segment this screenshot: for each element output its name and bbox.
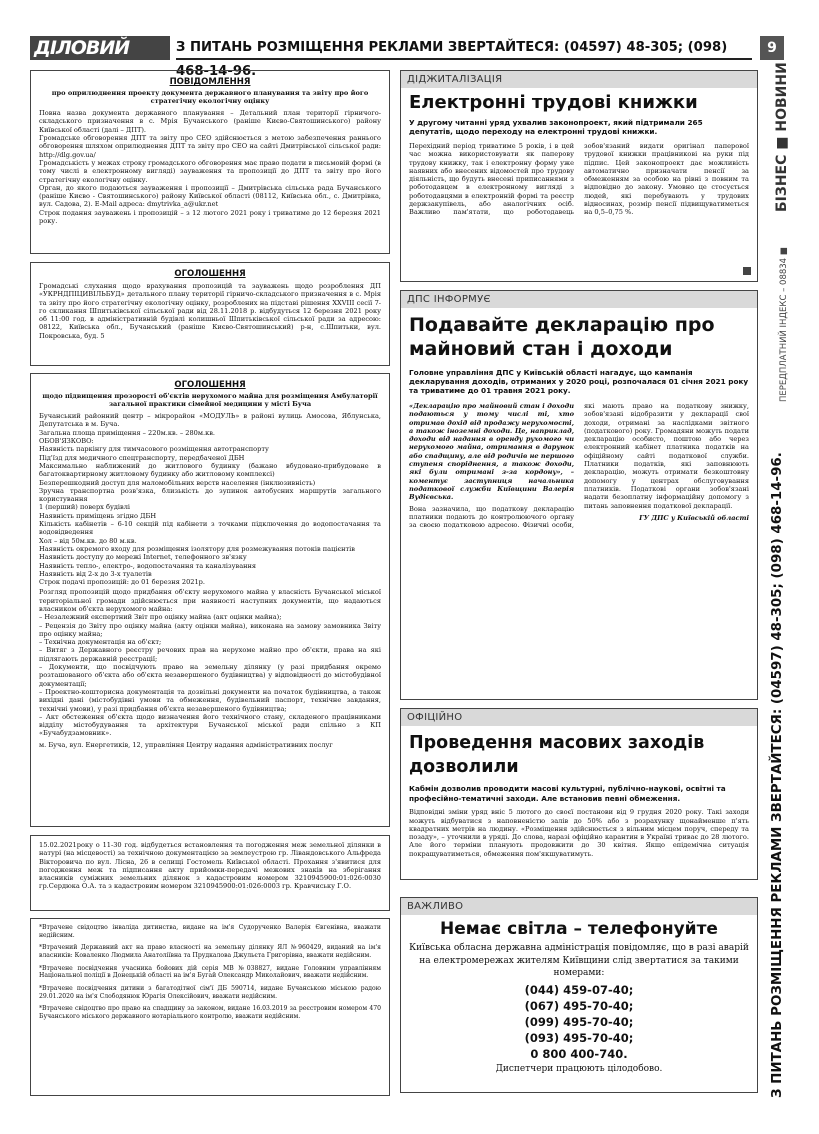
notice-paragraph: Повна назва документа державного планування – Детальний план території гірничого-складського призначення в с. Мрія Бучанського (раніше Києво-Святошинського) району Київської області (далі – ДПТ).	[39, 109, 381, 134]
requirement-line: Наявність доступу до мережі Internet, телефонного зв'язку	[39, 553, 247, 562]
requirement-line: 1 (перший) поверх будівлі	[39, 503, 131, 512]
requirement-line: Наявність тепло-, електро-, водопостачання та каналізування	[39, 561, 257, 570]
footnote: *Втрачене свідоцтво інваліда дитинства, видане на ім'я Судорученко Валерія Євгенівна, вважати недійсним.	[39, 924, 381, 939]
notice-paragraph: Громадськість у межах строку громадського обговорення має право подати в письмовій формі (в тому числі в електронному вигляді) зауваження та пропозиції до ДПТ та звіту про його стратегічну екологічну оцінку.	[39, 158, 381, 184]
article-body: Відповідні зміни уряд вніс 5 лютого до своєї постанови від 9 грудня 2020 року. Такі заходи можуть відбуватися з наповненістю залів до 50% або з розрахунку щонайменше п'ять квадратних метрів на людину. «Розміщення здійснюється з вільним місцем поруч, спереду та позаду», – уточнили в уряді. До слова, наразі офіційно карантин в Україні триває до 28 лютого. Але його терміни планують продовжити до 30 квітня. Якщо епідемічна ситуація покращуватиметься, обмеження пом'якшуватимуть.	[409, 808, 749, 858]
article-paragraph: Вона зазначила, що податкову декларацію платники подають до контролюючого органу за своєю податковою адресою. Фізичні особи, які мають право на податкову знижку, зобов'язані відобразити у декларації свої доходи, отримані за наслідками звітного (податкового) року. Громадяни можуть подати декларацію особисто, поштою або через електронний кабінет платника податків на офіційному сайті податкової служби. Платники податків, які заповнюють декларацію, можуть отримати безкоштовну допомогу у центрах обслуговування платників. Податкові органи зобов'язані надати безоплатну інформаційну допомогу з питань заповнення податкової декларації.	[409, 401, 749, 530]
phone-number: (067) 495-70-40;	[524, 998, 634, 1013]
notice-paragraph: Строк подання зауважень і пропозицій – з 12 лютого 2021 року і триватиме до 12 березня 2021 року.	[39, 208, 381, 226]
phone-list	[409, 982, 749, 1062]
article-title: Електронні трудові книжки	[409, 92, 698, 113]
notice-paragraph: Орган, до якого подаються зауваження і пропозиції – Дмитрівська сільська рада Бучанського (раніше Києво - Святошинського) району Київської області (08112, Київська обл., с. Дмитрівка, вул. Садова, 2). E-Mail адреса: dmytrivka_a@ukr.net	[39, 183, 381, 209]
phone-number: (044) 459-07-40;	[524, 982, 634, 997]
page-number: 9	[760, 36, 784, 60]
article-title: Немає світла – телефонуйте	[440, 919, 718, 939]
notice-hearings	[30, 262, 390, 366]
docs-intro: Розгляд пропозицій щодо придбання об'єкту нерухомого майна у власність Бучанської міської територіальної громади здійснюється при наявності наступних документів, що надаються власником об'єкта нерухомого майна:	[39, 588, 381, 613]
article-digitalization	[400, 70, 758, 282]
notice-title: ОГОЛОШЕННЯ	[174, 269, 246, 279]
notice-subtitle: щодо підвищення прозорості об'єктів нерухомого майна для розміщення Амбулаторії загальної практики сімейної медицини у місті Буча	[42, 392, 378, 408]
article-signature: ГУ ДПС у Київській області	[639, 513, 749, 522]
article-category: ВАЖЛИВО	[401, 898, 757, 915]
article-category: ДІДЖИТАЛІЗАЦІЯ	[401, 71, 757, 88]
requirement-line: Наявність приміщень згідно ДБН	[39, 511, 157, 520]
notice-paragraph: 15.02.2021року о 11-30 год. відбудеться встановлення та погодження меж земельної ділянки в натурі (на місцевості) за технічною документацією за землеустрою гр. Лівандовського Альфреда Вікторовича по вул. Лісна, 26 в селищі Гостомель Київської області. Прохання з'явитися для погодження меж та підписання акту прийомки-передачі межових знаків на зберігання власників суміжних земельних ділянок з кадастровим номером 3210945900:01:026:0030 гр.Сердюка О.А. та з кадастровим номером 3210945900:01:026:0003 гр. Кравчиську Г.О.	[39, 841, 381, 891]
notice-address: м. Буча, вул. Енергетиків, 12, управління Центру надання адміністративних послуг	[39, 740, 333, 749]
notice-title: ПОВІДОМЛЕННЯ	[169, 77, 251, 87]
requirement-line: Строк подачі пропозицій: до 01 березня 2021р.	[39, 578, 205, 587]
requirement-line: Максимально наближений до житлового будинку (бажано вбудовано-прибудоване в багатоквартирному житловому будинку або житловому комплексі)	[39, 461, 381, 479]
notice-title: ОГОЛОШЕННЯ	[174, 380, 246, 390]
article-tax-service	[400, 290, 758, 700]
requirement-line: Наявність від 2-х до 3-х туалетів	[39, 569, 152, 578]
article-body: Перехідний період триватиме 5 років, і в цей час можна використовувати як паперову трудову книжку, так і електронну форму уже наявних або внесених відомостей про трудову діяльність, що будуть внесені приписаннями з роботодавцем в електронному вигляді з роботодавцями в електронній формі та реєстр держзакупівель, або аналогічних осіб. Важливо пам'ятати, що роботодавець зобов'язаний видати оригінал паперової трудової книжки працівникові на руки під підпис. Цей законопроект дає можливість автоматично призначати пенсії за обмеженням за особою на рівні з повним та відповідно до закону. Умовно це стосується людей, які перебувають у трудових відносинах, розмір пенсії підвищуватиметься на 0,5–0,75 %.	[409, 141, 749, 217]
notice-subtitle: про оприлюднення проекту документа державного планування та звіту про його стратегічну екологічну оцінку	[51, 89, 369, 105]
document-line: – Рецензія до Звіту про оцінку майна (акту оцінки майна), виконана на замову замовника Звіту про оцінку майна;	[39, 621, 381, 638]
article-important	[400, 897, 758, 1093]
footnote: *Втрачене посвідчення дитини з багатодітної сім'ї ДБ 590714, видане Бучанською міською радою 29.01.2020 на ім'я Слободянюк Юрагія Олексійович, вважати недійсним.	[39, 985, 381, 1000]
footnote: *Втрачене посвідчення учасника бойових дій серія МВ №038827, видане Головним управлінням Національної поліції в Донецькій області на ім'я Бугай Олександр Миколайович, вважати недійсним.	[39, 964, 381, 980]
header-ad-line: З ПИТАНЬ РОЗМІЩЕННЯ РЕКЛАМИ ЗВЕРТАЙТЕСЯ: (04597) 48-305; (098) 468-14-96.	[176, 36, 752, 60]
requirement-line: Наявність паркінгу для тимчасового розміщення автотранспорту	[39, 445, 269, 454]
phone-number: (093) 495-70-40;	[524, 1030, 634, 1045]
strip-subscription-index: ПЕРЕДПЛАТНИЙ ІНДЕКС – 08834 ■	[779, 247, 789, 402]
document-line: – Акт обстеження об'єкта щодо визначення його технічного стану, складеного працівниками відділу містобудування та архітектури Бучанської міської ради спільно з КП «Бучабудзамовник».	[39, 712, 381, 738]
requirement-line: Наявність окремого входу для розміщення ізолятору для розмежування потоків пацієнтів	[39, 544, 356, 553]
documents-list	[39, 613, 381, 737]
newspaper-logo: ДІЛОВИЙ ТИЖДЕНЬ	[30, 36, 170, 60]
notice-public-announcement	[30, 70, 390, 254]
requirement-line: Безперешкодний доступ для маломобільних верств населення (інклюзивність)	[39, 478, 316, 487]
strip-ad-text: З ПИТАНЬ РОЗМІЩЕННЯ РЕКЛАМИ ЗВЕРТАЙТЕСЯ: (04597) 48-305; (098) 468-14-96.	[770, 452, 785, 1098]
document-line: – Витяг з Державного реєстру речових прав на нерухоме майно про об'єкти, права на які підлягають державній реєстрації;	[39, 646, 381, 663]
notice-premises	[30, 373, 390, 827]
notice-paragraph: Громадські слухання щодо врахування пропозицій та зауважень щодо розроблення ДП «УКРНДПІЦИВІЛЬБУД» детального плану території гірничо-складського призначення в с. Мрія та звіту про його стратегічну екологічну оцінку, розроблених на підставі рішення XXVIII сесії 7-го скликання Шпитьківської сільської ради від 28.11.2018 р. відбудуться 12 березня 2021 року об 11:00 год. в адміністративній будівлі колишньої Шпитьківської сільської ради за адресою: 08122, Київська обл., Бучанський (раніше Києво-Святошинський) р-н, с.Шпитьки, вул. Покровська, буд. 5	[39, 282, 381, 340]
document-line: – Документи, що посвідчують право на земельну ділянку (у разі придбання окремо розташованого об'єкта або об'єкта незавершеного будівництва) у відповідності до містобудівної документації;	[39, 663, 381, 688]
notice-paragraph: Громадське обговорення ДПТ та звіту про СЕО здійснюється з метою забезпечення раннього обговорення шляхом оприлюднення ДПТ та звіту про СЕО на сайті Дмитрівської сільської ради: http://dlg.gov.ua/	[39, 134, 381, 159]
article-quote: «Декларацію про майновий стан і доходи подаються у тому числі ті, хто отримав дохід від продажу нерухомості, а також іноземні доходи. Це, наприклад, доходи від надання в оренду рухомого чи нерухомого майна, отримання в дарунок або спадщину, але від родичів не першого ступеня споріднення, а також доходи, які були отримані з-за кордону», – коментує заступниця начальника податкової служби Київщини Валерія Вудієвська.	[409, 401, 574, 502]
requirement-line: Загальна площа приміщення – 220м.кв. – 280м.кв.	[39, 428, 216, 437]
requirements-list	[39, 412, 381, 586]
end-mark-icon	[743, 267, 751, 275]
article-intro: Київська обласна державна адміністрація повідомляє, що в разі аварій на електромережах жителям Київщини слід звертатися за такими номерами:	[409, 943, 749, 979]
article-lead: Головне управління ДПС у Київській області нагадує, що кампанія декларування доходів, отриманих у 2020 році, розпочалася 01 січня 2021 року та триватиме до 01 травня 2021 року.	[409, 367, 749, 396]
requirement-line: Бучанський районний центр – мікрорайон «МОДУЛЬ» в районі вулиць Амосова, Яблунська, Депутатська в м. Буча.	[39, 412, 381, 429]
document-line: – Проектно-кошторисна документація та дозвільні документи на початок будівництва, а також вихідні дані (містобудівні умови та обмеження, будівельний паспорт, технічне завдання, технічні умови), у разі придбання об'єкта незавершеного будівництва;	[39, 687, 381, 713]
requirement-line: ОБОВ'ЯЗКОВО:	[39, 437, 94, 446]
requirement-line: Кількість кабінетів – 6-10 секцій під кабінети з точками підключення до водопостачання та водовідведення	[39, 520, 381, 537]
article-body	[409, 402, 749, 529]
requirement-line: Зручна транспортна розв'язка, близькість до зупинок автобусних маршрутів загального користування	[39, 486, 381, 504]
requirement-line: Під'їзд для медичного спецтранспорту, передбаченої ДБН	[39, 453, 245, 462]
article-category: ОФІЦІЙНО	[401, 709, 757, 726]
article-lead: Кабмін дозволив проводити масові культурні, публічно-наукові, освітні та професійно-тематичні заходи. Але встановив певні обмеження.	[409, 784, 726, 803]
article-official	[400, 708, 758, 880]
document-line: – Незалежний експертний Звіт про оцінку майна (акт оцінки майна);	[39, 613, 282, 622]
article-lead: У другому читанні уряд ухвалив законопроект, який підтримали 265 депутатів, щодо переходу на електронні трудові книжки.	[409, 118, 703, 137]
article-title: Проведення масових заходів дозволили	[409, 733, 705, 777]
phone-number: 0 800 400-740.	[530, 1046, 628, 1061]
requirement-line: Хол – від 50м.кв. до 80 м.кв.	[39, 536, 137, 545]
notice-land-boundary	[30, 835, 390, 911]
article-title: Подавайте декларацію про майновий стан і доходи	[409, 314, 715, 360]
strip-section-title: БІЗНЕС ■ НОВИНИ	[774, 62, 790, 212]
lost-documents-box	[30, 918, 390, 1096]
article-category: ДПС ІНФОРМУЄ	[401, 291, 757, 308]
footnote: *Втрачений Державний акт на право власності на земельну ділянку ЯЛ №960429, виданий на ім'я власників: Коваленко Людмила Анатоліївна та Прудкалова Джульєта Григорівна, вважати недійсним.	[39, 944, 381, 960]
article-footer: Диспетчери працюють цілодобово.	[495, 1063, 663, 1074]
footnote-list	[39, 924, 381, 1021]
document-line: – Технічна документація на об'єкт;	[39, 638, 162, 647]
phone-number: (099) 495-70-40;	[524, 1014, 634, 1029]
footnote: *Втрачене свідоцтво про право на спадщину за законом, видане 16.03.2019 за реєстровим номером 470 Бучанського міського державного нотаріального контролю, вважати недійсним.	[39, 1005, 381, 1021]
